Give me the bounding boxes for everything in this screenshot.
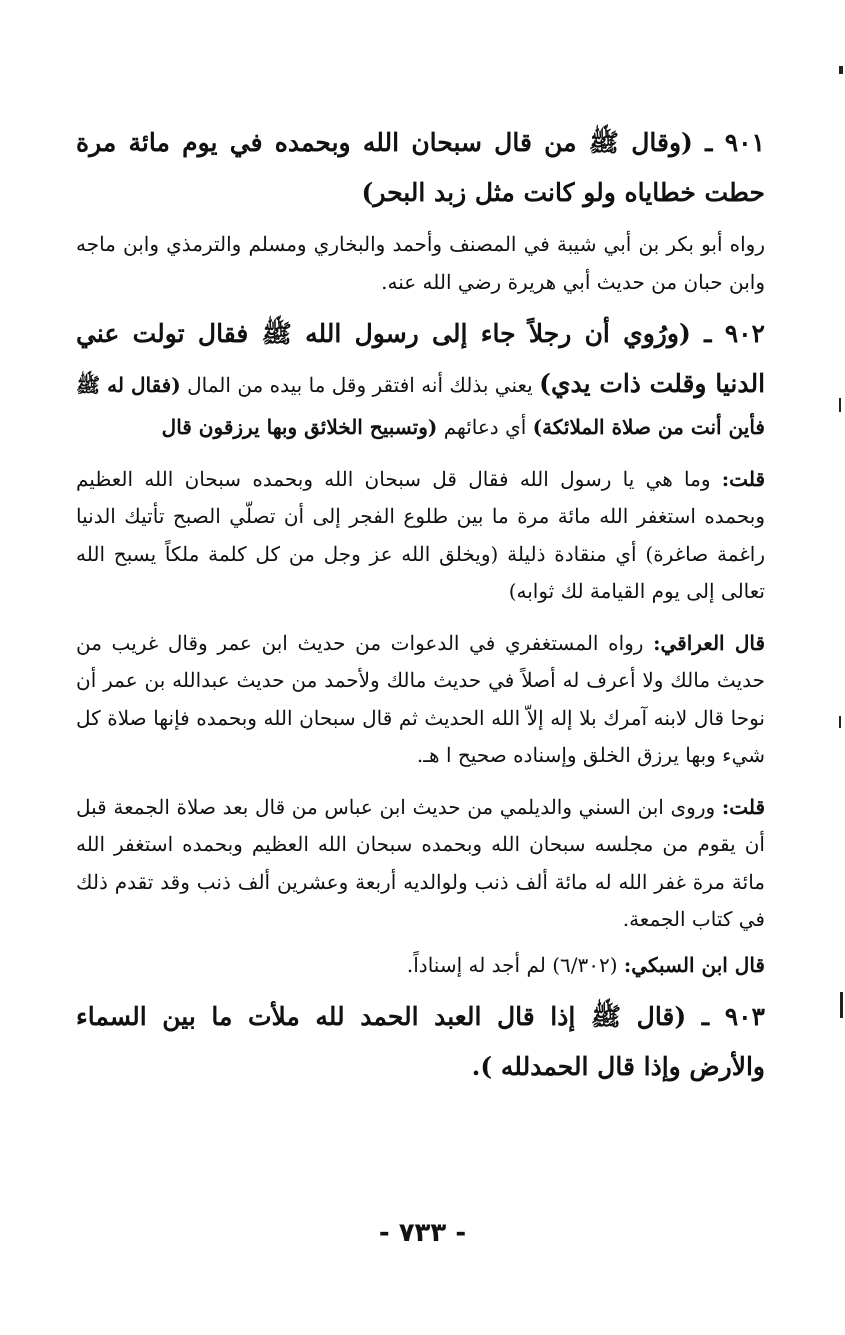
hadith-903-heading: ٩٠٣ ـ (قال ﷺ إذا قال العبد الحمد لله ملأت ما بين السماء والأرض وإذا قال الحمدلله ). <box>76 1002 765 1081</box>
iraqi-paragraph <box>76 625 765 775</box>
hadith-901-heading: ٩٠١ ـ (وقال ﷺ من قال سبحان الله وبحمده في يوم مائة مرة حطت خطاياه ولو كانت مثل زبد البحر) <box>76 128 765 207</box>
hadith-902-continuation: (فقال له ﷺ فأين أنت من صلاة الملائكة) <box>76 373 765 439</box>
qultu-label: قلت: <box>721 466 765 491</box>
hadith-902-continuation-2: (وتسبيح الخلائق وبها يرزقون قال <box>161 415 438 439</box>
scan-mark <box>839 66 843 74</box>
hadith-902-heading: ٩٠٢ ـ (ورُوي أن رجلاً جاء إلى رسول الله ﷺ فقال تولت عني الدنيا وقلت ذات يدي) <box>76 319 766 398</box>
qultu-paragraph-1 <box>76 461 765 611</box>
qultu-text: وما هي يا رسول الله فقال قل سبحان الله وبحمده سبحان الله العظيم وبحمده استغفر الله مائة مرة ما بين طلوع الفجر إلى أن تصلّي الصبح تأتيك الدنيا راغمة صاغرة) أي منقادة ذليلة (ويخلق الله عز وجل من كل كلمة ملكاً يسبح الله تعالى إلى يوم القيامة لك ثوابه) <box>76 466 765 603</box>
scan-mark <box>839 716 841 728</box>
qultu-paragraph-2 <box>76 789 765 939</box>
subki-label: قال ابن السبكي: <box>623 952 765 977</box>
hadith-902-commentary: يعني بذلك أنه افتقر وقل ما بيده من المال <box>187 373 533 397</box>
page-body <box>76 118 765 1092</box>
hadith-902-commentary-2: أي دعائهم <box>443 415 527 439</box>
iraqi-text: رواه المستغفري في الدعوات من حديث ابن عمر وقال غريب من حديث مالك ولا أعرف له أصلاً في حديث مالك ولأحمد من حديث عبدالله بن عمر أن نوحا قال لابنه آمرك بلا إله إلاّ الله الحديث ثم قال سبحان الله وبحمده فإنها صلاة كل شيء وبها يرزق الخلق وإسناده صحيح ا هـ. <box>76 630 765 767</box>
subki-paragraph <box>76 947 765 985</box>
hadith-901-commentary: رواه أبو بكر بن أبي شيبة في المصنف وأحمد والبخاري ومسلم والترمذي وابن ماجه وابن حبان من حديث أبي هريرة رضي الله عنه. <box>76 232 765 294</box>
qultu-text-2: وروى ابن السني والديلمي من حديث ابن عباس من قال بعد صلاة الجمعة قبل أن يقوم من مجلسه سبحان الله وبحمده سبحان الله العظيم وبحمده استغفر الله مائة مرة غفر الله له مائة ألف ذنب ولوالديه أربعة وعشرين ألف ذنب وقد تقدم ذلك في كتاب الجمعة. <box>76 794 765 931</box>
subki-text: (٦/٣٠٢) لم أجد له إسناداً. <box>406 952 618 977</box>
qultu-label-2: قلت: <box>721 794 766 819</box>
page-number: - ٧٣٣ - <box>378 1218 467 1248</box>
iraqi-label: قال العراقي: <box>653 630 766 655</box>
scan-mark <box>839 398 841 412</box>
hadith-902-block <box>76 309 765 447</box>
scan-mark <box>840 992 843 1018</box>
